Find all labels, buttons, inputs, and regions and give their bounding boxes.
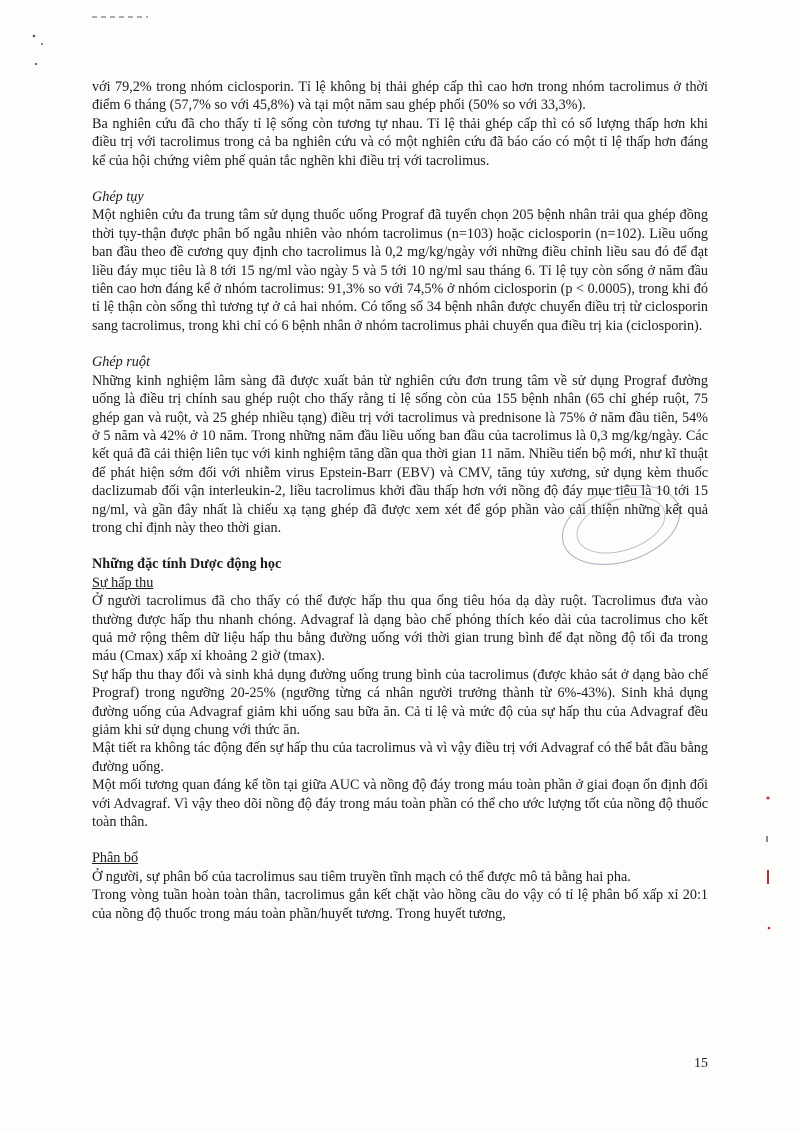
paragraph-lung-summary: Ba nghiên cứu đã cho thấy tỉ lệ sống còn tương tự nhau. Tỉ lệ thải ghép cấp thì có số lượng thấp hơn khi điều trị với tacrolimus trong cả ba nghiên cứu và có một nghiên cứu đã báo cáo có một tỉ lệ thấp hơn đáng kể của hội chứng viêm phế quản tắc nghẽn khi điều trị với tacrolimus. [92,115,708,169]
subheading-distribution: Phân bố [92,850,139,867]
paragraph-absorption-3: Mật tiết ra không tác động đến sự hấp thu của tacrolimus và vì vậy điều trị với Advagraf có thể bắt đầu bằng đường uống. [92,740,708,775]
scan-artifact-dash [92,16,148,18]
subheading-intestine-transplant: Ghép ruột [92,354,150,371]
document-body [92,78,708,923]
paragraph-lung-results: với 79,2% trong nhóm ciclosporin. Tỉ lệ không bị thải ghép cấp thì cao hơn trong nhóm tacrolimus ở thời điểm 6 tháng (57,7% so với 45,8%) và tại một năm sau ghép phổi (50% so với 33,3%). [92,79,708,114]
paragraph-absorption-1: Ở người tacrolimus đã cho thấy có thể được hấp thu qua ống tiêu hóa dạ dày ruột. Tacrolimus đưa vào thường được hấp thu nhanh chóng. Advagraf là dạng bào chế phóng thích kéo dài của tacrolimus cho kết quả mở rộng thêm dữ liệu hấp thu bằng đường uống với thời gian trung bình để đạt nồng độ tối đa trong máu (Cmax) xấp xỉ khoảng 2 giờ (tmax). [92,593,708,665]
scan-speck-marks [28,30,58,70]
paragraph-pancreas-study: Một nghiên cứu đa trung tâm sử dụng thuốc uống Prograf đã tuyển chọn 205 bệnh nhân trải qua ghép đồng thời tụy-thận được phân bố ngẫu nhiên vào nhóm tacrolimus (n=103) hoặc ciclosporin (n=102). Liều uống ban đầu theo đề cương quy định cho tacrolimus là 0,2 mg/kg/ngày với những điều chỉnh liều sau đó để đạt liều đáy mục tiêu là 8 tới 15 ng/ml vào ngày 5 và 5 tới 10 ng/ml sau tháng 6. Tỉ lệ tụy còn sống ở năm đầu tiên cao hơn đáng kể ở nhóm tacrolimus: 91,3% so với 74,5% ở nhóm ciclosporin (p < 0.0005), trong khi đó tỉ lệ thận còn sống thì tương tự ở cả hai nhóm. Có tổng số 34 bệnh nhân được chuyển điều trị từ ciclosporin sang tacrolimus, trong khi chỉ có 6 bệnh nhân ở nhóm tacrolimus phải chuyển qua điều trị kia (ciclosporin). [92,207,708,334]
section-title-pharmacokinetics: Những đặc tính Dược động học [92,556,282,573]
paragraph-distribution-2: Trong vòng tuần hoàn toàn thân, tacrolimus gắn kết chặt vào hồng cầu do vậy có tỉ lệ phân bố xấp xỉ 20:1 của nồng độ thuốc trong máu toàn phần/huyết tương. Trong huyết tương, [92,887,708,922]
page-number: 15 [694,1056,708,1071]
scan-edge-marks [760,792,780,942]
paragraph-absorption-2: Sự hấp thu thay đổi và sinh khả dụng đường uống trung bình của tacrolimus (được khảo sát ở dạng bào chế Prograf) trong ngưỡng 20-25% (ngưỡng từng cá nhân người trưởng thành từ 6%-43%). Sinh khả dụng đường uống của Advagraf giảm khi uống sau bữa ăn. Cả tỉ lệ và mức độ của sự hấp thu của Advagraf đều giảm khi sử dụng chung với thức ăn. [92,666,708,738]
subheading-absorption: Sự hấp thu [92,574,154,591]
subheading-pancreas-transplant: Ghép tụy [92,189,144,206]
paragraph-intestine-study: Những kinh nghiệm lâm sàng đã được xuất bản từ nghiên cứu đơn trung tâm về sử dụng Prograf đường uống là điều trị chính sau ghép ruột cho thấy rằng tỉ lệ sống còn của 155 bệnh nhân (65 chỉ ghép ruột, 75 ghép gan và ruột, và 25 ghép nhiều tạng) điều trị với tacrolimus và prednisone là 75% ở năm đầu tiên, 54% ở 5 năm và 42% ở 10 năm. Trong những năm đầu liều uống ban đầu của tacrolimus là 0,3 mg/kg/ngày. Các kết quả đã cải thiện liên tục với kinh nghiệm tăng dần qua thời gian 11 năm. Nhiều tiến bộ mới, như kĩ thuật để phát hiện sớm đối với nhiễm virus Epstein-Barr (EBV) và CMV, tăng tủy xương, sử dụng kèm thuốc daclizumab đối vận interleukin-2, liều tacrolimus khởi đầu thấp hơn với nồng độ đáy mục tiêu là 10 tới 15 ng/ml, và gần đây nhất là chiếu xạ tạng ghép đã được xem xét để góp phần vào cải thiện những kết quả trong chỉ định này theo thời gian. [92,372,708,536]
paragraph-distribution-1: Ở người, sự phân bố của tacrolimus sau tiêm truyền tĩnh mạch có thể được mô tả bằng hai pha. [92,868,631,885]
paragraph-absorption-4: Một mối tương quan đáng kể tồn tại giữa AUC và nồng độ đáy trong máu toàn phần ở giai đoạn ổn định đối với Advagraf. Vì vậy theo dõi nồng độ đáy trong máu toàn phần có thể cho ước lượng tốt của nồng độ thuốc toàn thân. [92,777,708,831]
